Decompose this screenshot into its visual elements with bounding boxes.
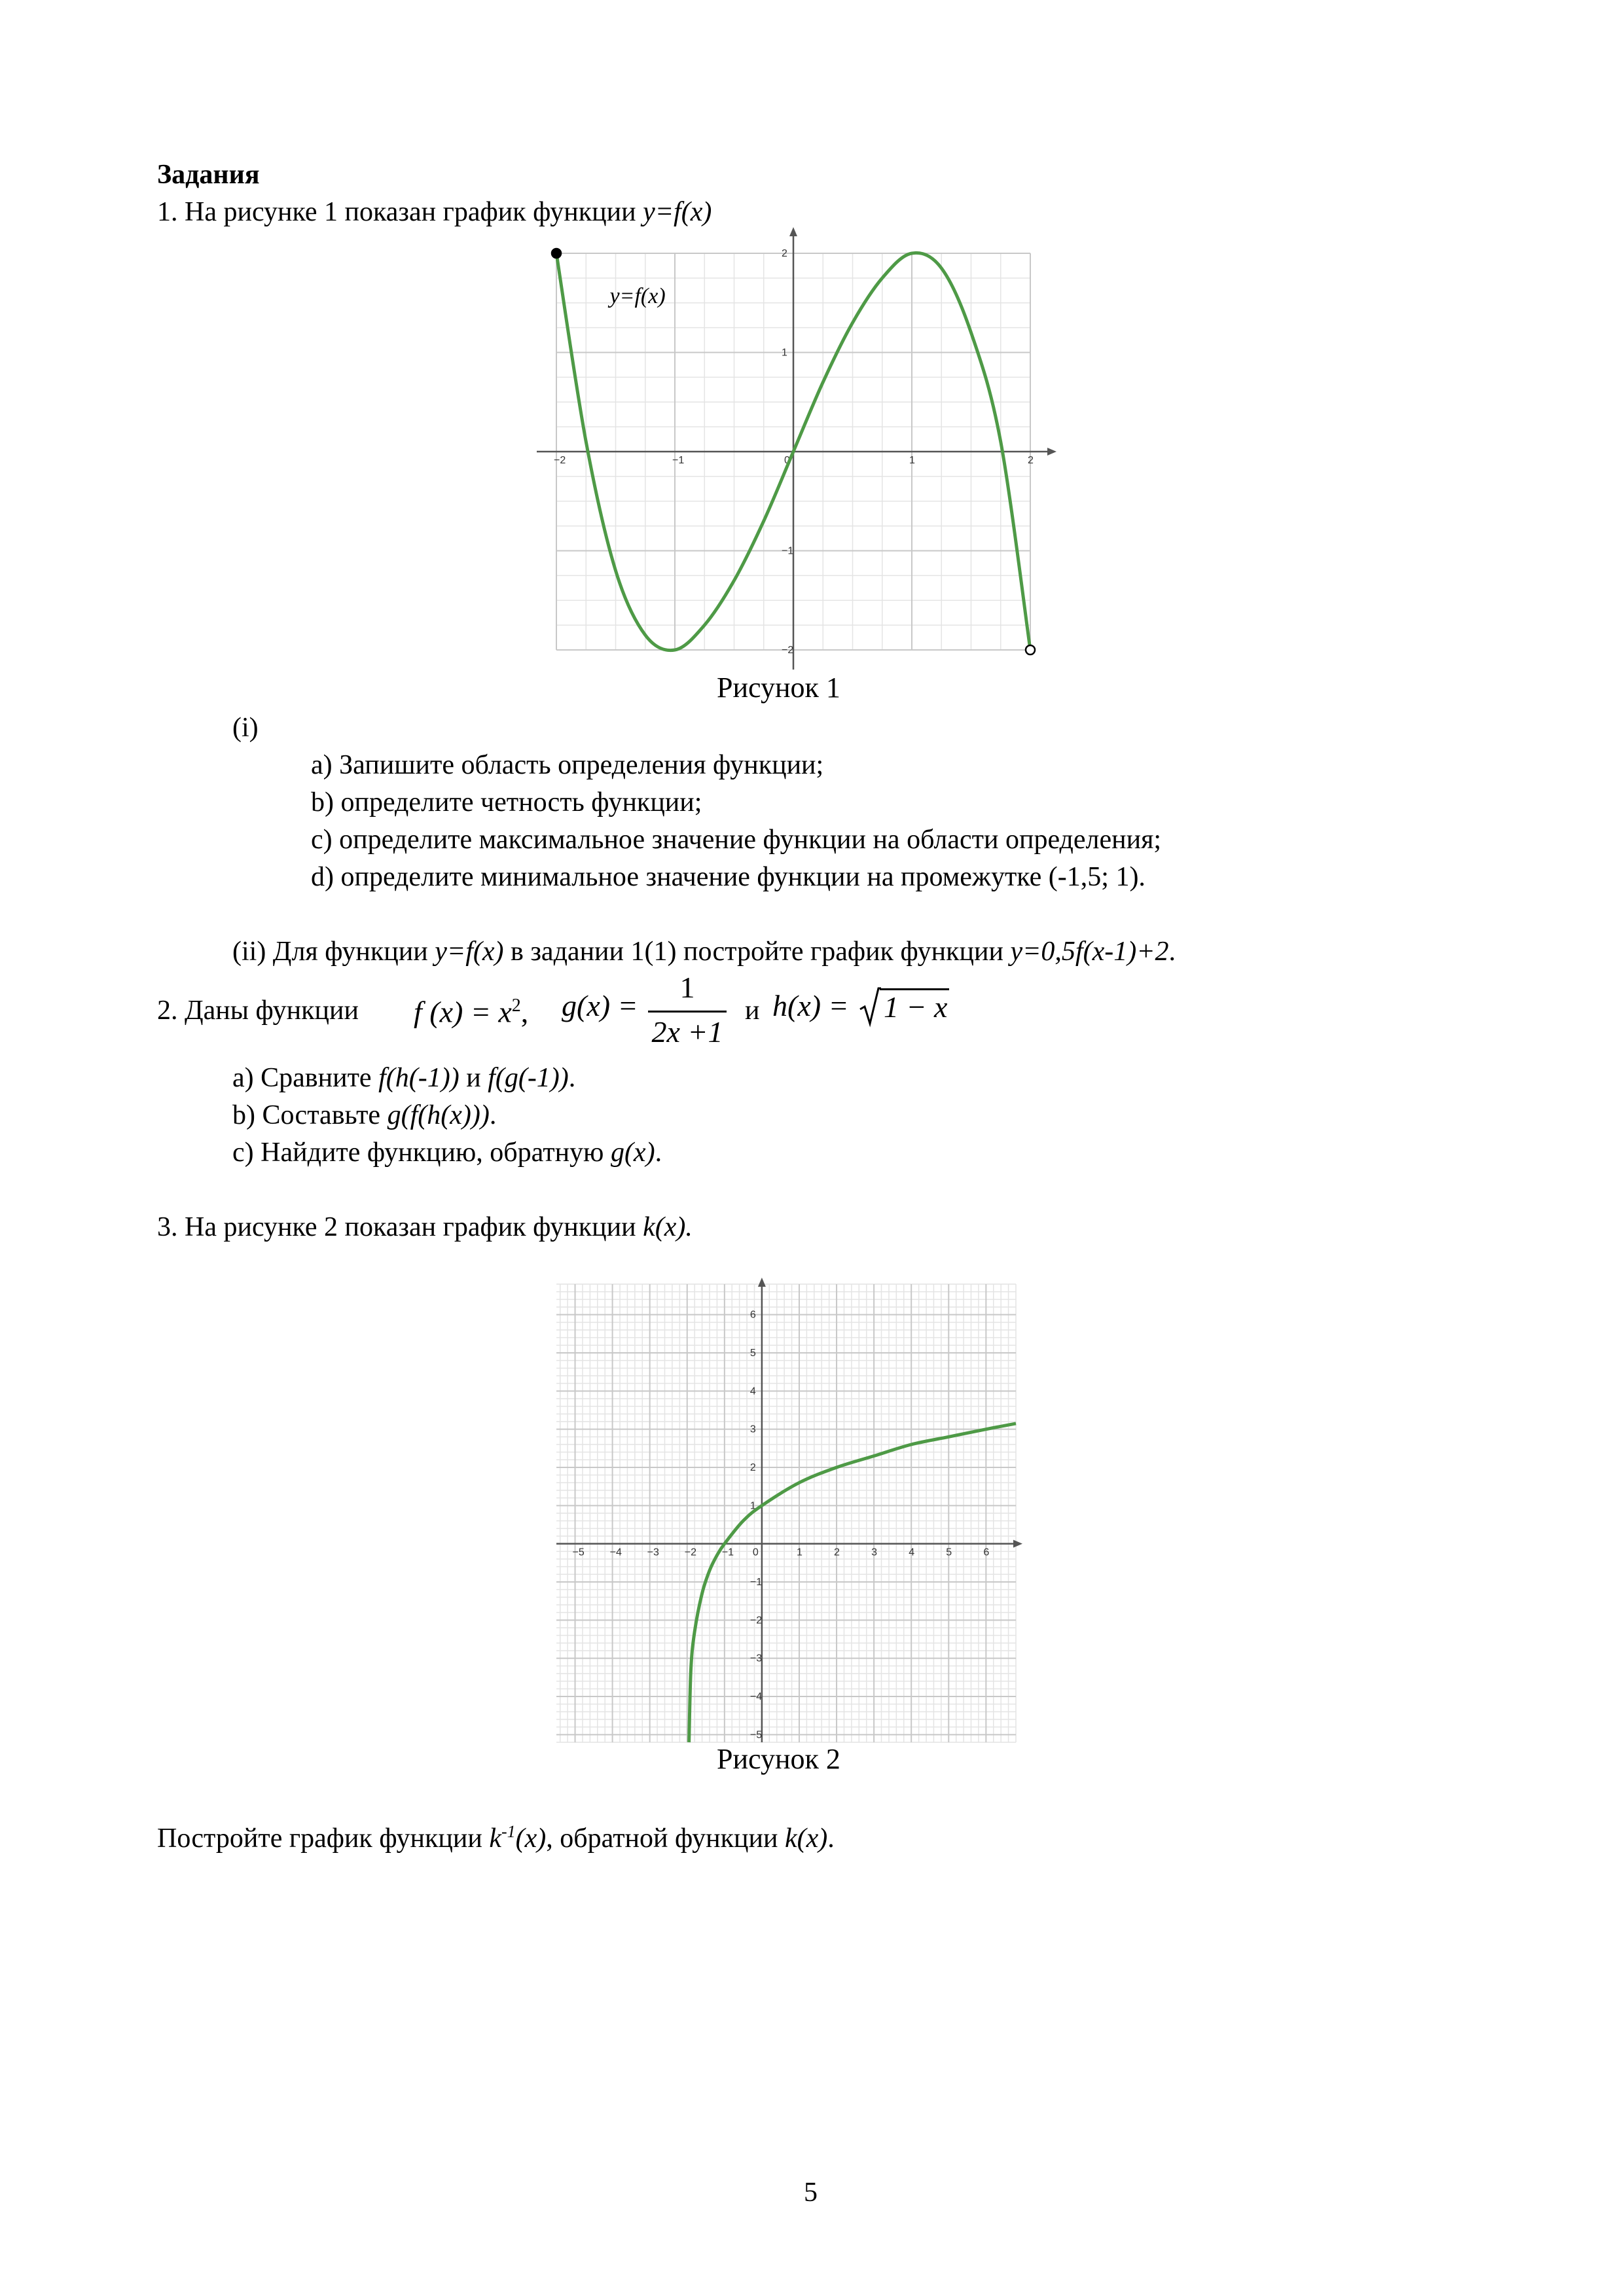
item-a-prefix: a) Сравните bbox=[232, 1063, 379, 1093]
task2-g-numerator: 1 bbox=[679, 971, 695, 1004]
item-a-fn2: f(g(-1)) bbox=[488, 1063, 569, 1093]
x-tick-label: −1 bbox=[721, 1547, 734, 1558]
item-a-end: . bbox=[568, 1063, 576, 1093]
open-endpoint bbox=[1026, 645, 1035, 655]
x-tick-label: 4 bbox=[909, 1547, 915, 1558]
x-tick-label: 3 bbox=[871, 1547, 878, 1558]
final-fn-base: k bbox=[489, 1823, 501, 1854]
x-axis-arrow-icon bbox=[1013, 1540, 1022, 1548]
item-c-fn: g(x) bbox=[610, 1138, 655, 1168]
graph-label: y=f(x) bbox=[609, 283, 666, 308]
task2-g-denominator: 2x +1 bbox=[651, 1015, 723, 1049]
task3-intro-text: 3. На рисунке 2 показан график функции bbox=[157, 1212, 643, 1242]
y-tick-label: 5 bbox=[749, 1348, 756, 1359]
x-axis-arrow-icon bbox=[1047, 448, 1056, 456]
final-end: . bbox=[827, 1823, 835, 1854]
y-tick-label: −1 bbox=[782, 545, 794, 557]
part-ii-prefix: (ii) Для функции bbox=[232, 937, 435, 967]
task1-item-d: d) определите минимальное значение функции на промежутке (-1,5; 1). bbox=[311, 862, 1146, 892]
y-tick-label: −3 bbox=[749, 1653, 763, 1664]
item-c-end: . bbox=[655, 1138, 662, 1168]
figure-2-caption: Рисунок 2 bbox=[717, 1743, 840, 1775]
task1-intro-text: 1. На рисунке 1 показан график функции bbox=[157, 197, 643, 227]
x-tick-label: 0 bbox=[752, 1547, 759, 1558]
part-ii-mid: в задании 1(1) постройте график функции bbox=[503, 937, 1011, 967]
task1-intro-fn: y=f(x) bbox=[643, 197, 712, 227]
task2-item-c bbox=[232, 1135, 662, 1170]
x-tick-label: −4 bbox=[609, 1547, 622, 1558]
y-axis-arrow-icon bbox=[789, 227, 797, 236]
task2-h-radicand: 1 − x bbox=[884, 990, 948, 1024]
task3-intro-fn: k(x). bbox=[643, 1212, 693, 1242]
y-tick-label: −2 bbox=[782, 645, 794, 656]
final-fn-sup: -1 bbox=[501, 1822, 516, 1841]
closed-endpoint bbox=[552, 249, 561, 258]
y-tick-label: 6 bbox=[749, 1309, 756, 1321]
final-fn-arg: (x) bbox=[515, 1823, 547, 1854]
part-ii-fn2: y=0,5f(x-1)+2 bbox=[1010, 937, 1169, 967]
x-tick-label: −3 bbox=[647, 1547, 659, 1558]
part-ii-fn1: y=f(x) bbox=[435, 937, 504, 967]
y-tick-label: 1 bbox=[749, 1500, 756, 1512]
y-tick-label: 3 bbox=[749, 1424, 756, 1435]
y-tick-label: 2 bbox=[782, 248, 787, 259]
task2-and: и bbox=[745, 996, 760, 1026]
final-mid: , обратной функции bbox=[546, 1823, 785, 1854]
x-tick-label: 1 bbox=[909, 455, 915, 466]
y-tick-label: 1 bbox=[782, 347, 787, 359]
task1-item-a: a) Запишите область определения функции; bbox=[311, 750, 824, 780]
task2-intro: 2. Даны функции bbox=[157, 996, 359, 1026]
x-tick-label: 2 bbox=[834, 1547, 840, 1558]
x-tick-label: 2 bbox=[1028, 455, 1034, 466]
task1-part-ii bbox=[232, 934, 1176, 969]
task2-f-def bbox=[414, 988, 528, 1030]
final-prefix: Постройте график функции bbox=[157, 1823, 490, 1854]
item-c-prefix: c) Найдите функцию, обратную bbox=[232, 1138, 611, 1168]
part-ii-end: . bbox=[1168, 937, 1176, 967]
f-def-exp: 2 bbox=[511, 996, 521, 1016]
y-axis-arrow-icon bbox=[758, 1278, 766, 1287]
item-b-prefix: b) Составьте bbox=[232, 1100, 388, 1130]
y-tick-label: 4 bbox=[749, 1386, 756, 1397]
final-fn2: k(x) bbox=[784, 1823, 828, 1854]
task1-part-i-label: (i) bbox=[232, 713, 259, 743]
task3-intro bbox=[157, 1210, 693, 1245]
chart-grid bbox=[556, 1284, 1016, 1742]
figure-1-chart bbox=[530, 232, 1054, 671]
y-tick-label: −5 bbox=[749, 1729, 763, 1741]
task2-item-b bbox=[232, 1098, 496, 1133]
f-def-comma: , bbox=[520, 995, 529, 1029]
x-tick-label: 6 bbox=[983, 1547, 990, 1558]
x-tick-label: −2 bbox=[554, 455, 566, 466]
item-a-mid: и bbox=[459, 1063, 488, 1093]
task2-g-lhs: g(x) = bbox=[562, 989, 638, 1022]
item-a-fn1: f(h(-1)) bbox=[378, 1063, 460, 1093]
task3-final bbox=[157, 1814, 835, 1856]
task1-intro bbox=[157, 194, 712, 230]
x-tick-label: −2 bbox=[684, 1547, 697, 1558]
x-tick-label: −1 bbox=[672, 455, 685, 466]
y-tick-label: −1 bbox=[749, 1577, 763, 1588]
task2-g-fraction-bar bbox=[648, 1011, 727, 1013]
sqrt-icon bbox=[859, 987, 881, 1026]
item-b-fn: g(f(h(x))) bbox=[387, 1100, 490, 1130]
x-tick-label: 1 bbox=[796, 1547, 803, 1558]
page-number: 5 bbox=[804, 2178, 818, 2208]
task1-item-c: c) определите максимальное значение функции на области определения; bbox=[311, 825, 1162, 855]
x-tick-label: 5 bbox=[946, 1547, 952, 1558]
figure-1-caption: Рисунок 1 bbox=[717, 672, 840, 704]
y-tick-label: −2 bbox=[749, 1615, 763, 1626]
x-tick-label: 0 bbox=[784, 455, 790, 466]
task2-item-a bbox=[232, 1060, 575, 1096]
series-line bbox=[689, 1424, 1016, 1742]
task1-item-b: b) определите четность функции; bbox=[311, 787, 702, 817]
task2-h-lhs: h(x) = bbox=[772, 989, 849, 1022]
y-tick-label: 2 bbox=[749, 1462, 756, 1473]
heading: Задания bbox=[157, 160, 260, 190]
x-tick-label: −5 bbox=[572, 1547, 585, 1558]
item-b-end: . bbox=[489, 1100, 497, 1130]
figure-2-chart bbox=[556, 1284, 1021, 1742]
f-def-text: f (x) = x bbox=[414, 995, 512, 1029]
y-tick-label: −4 bbox=[749, 1691, 763, 1702]
